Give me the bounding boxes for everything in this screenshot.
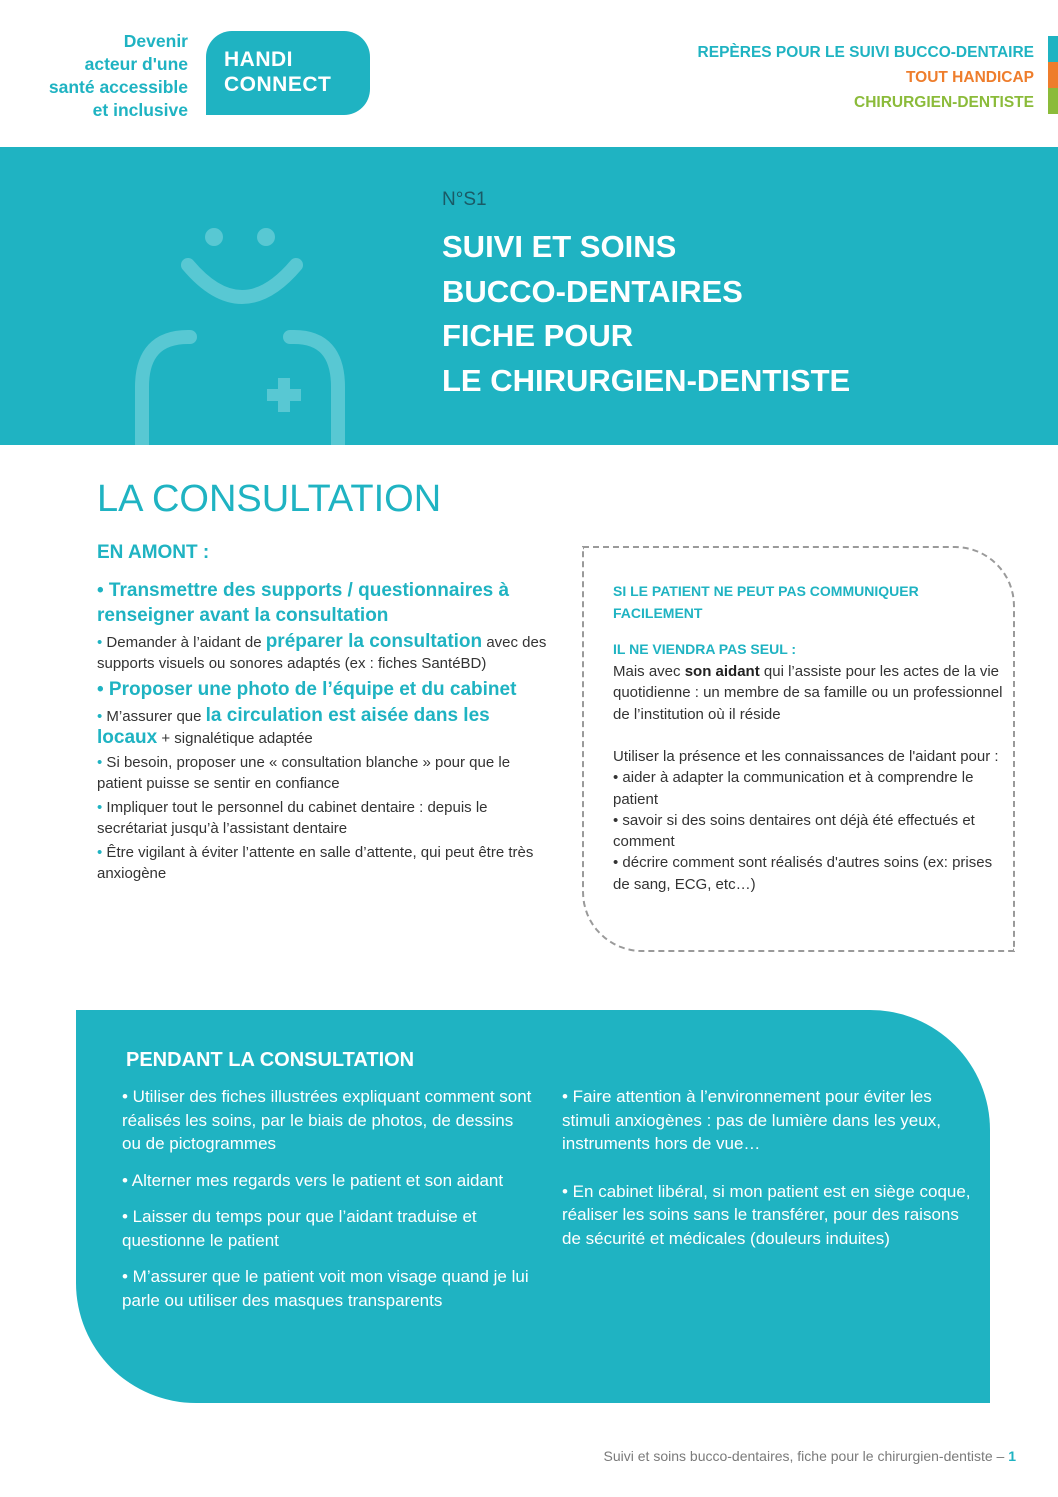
section-title: LA CONSULTATION: [97, 478, 442, 520]
tagline-line: Devenir: [123, 31, 188, 51]
smiling-doctor-icon: [130, 207, 390, 445]
sheet-number: N°S1: [442, 189, 487, 210]
callout-line: • savoir si des soins dentaires ont déjà été effectués et comment: [613, 811, 975, 851]
page-title: [442, 225, 850, 403]
green-color-bar: [1048, 88, 1058, 114]
callout-paragraph: [613, 746, 1003, 895]
logo-line: CONNECT: [224, 73, 332, 96]
category-suivi: REPÈRES POUR LE SUIVI BUCCO-DENTAIRE: [697, 44, 1034, 61]
page-footer: [604, 1448, 1016, 1464]
list-item: • Utiliser des fiches illustrées expliquant comment sont réalisés les soins, par le biais de photos, de dessins ou de pictogrammes: [122, 1087, 532, 1153]
list-item: • Laisser du temps pour que l’aidant traduise et questionne le patient: [122, 1207, 477, 1250]
list-item: • Si besoin, proposer une « consultation blanche » pour que le patient puisse se sentir en confiance: [97, 754, 511, 792]
en-amont-heading: EN AMONT :: [97, 542, 210, 563]
title-line: FICHE POUR: [442, 318, 634, 353]
tagline-line: et inclusive: [92, 100, 188, 120]
tagline: [20, 30, 188, 122]
page-number: 1: [1008, 1448, 1016, 1464]
en-amont-list: [97, 578, 547, 887]
list-item: • Faire attention à l’environnement pour éviter les stimuli anxiogènes : pas de lumière dans les yeux, instruments hors de vue…: [562, 1087, 941, 1153]
callout-line: • aider à adapter la communication et à comprendre le patient: [613, 769, 974, 808]
list-item: • Être vigilant à éviter l’attente en salle d’attente, qui peut être très anxiogène: [97, 844, 534, 882]
category-profession: CHIRURGIEN-DENTISTE: [854, 94, 1034, 111]
teal-color-bar: [1048, 36, 1058, 62]
pendant-list-right: [562, 1085, 972, 1274]
title-line: BUCCO-DENTAIRES: [442, 273, 743, 309]
logo-line: HANDI: [224, 48, 293, 71]
list-item: • Transmettre des supports / questionnaires à renseigner avant la consultation: [97, 580, 510, 626]
category-handicap: TOUT HANDICAP: [905, 69, 1034, 86]
pendant-heading: PENDANT LA CONSULTATION: [126, 1049, 415, 1071]
list-item: • Demander à l’aidant de préparer la consultation avec des supports visuels ou sonores adaptés (ex : fiches SantéBD): [97, 631, 547, 672]
title-line: SUIVI ET SOINS: [442, 229, 677, 264]
list-item: • M’assurer que le patient voit mon visage quand je lui parle ou utiliser des masques transparents: [122, 1267, 529, 1310]
callout-subheading: IL NE VIENDRA PAS SEUL :: [613, 641, 797, 657]
callout-paragraph: Mais avec son aidant qui l’assiste pour les actes de la vie quotidienne : un membre de sa famille ou un professionnel de l’institution où il réside: [613, 663, 1003, 723]
tagline-line: acteur d'une: [84, 54, 188, 74]
pendant-list-left: [122, 1085, 532, 1325]
title-banner: [0, 147, 1058, 445]
list-item: • Alterner mes regards vers le patient et son aidant: [122, 1170, 504, 1190]
footer-text: Suivi et soins bucco-dentaires, fiche pour le chirurgien-dentiste –: [603, 1448, 1005, 1464]
list-item: • Impliquer tout le personnel du cabinet dentaire : depuis le secrétariat jusqu’à l’assistant dentaire: [97, 799, 488, 837]
callout-line: • décrire comment sont réalisés d'autres soins (ex: prises de sang, ECG, etc…): [613, 854, 993, 893]
list-item: • Proposer une photo de l’équipe et du cabinet: [97, 679, 517, 700]
header-categories: [698, 40, 1034, 115]
list-item: • M’assurer que la circulation est aisée dans les locaux + signalétique adaptée: [97, 705, 490, 748]
orange-color-bar: [1048, 62, 1058, 88]
callout-line: Utiliser la présence et les connaissances de l'aidant pour :: [613, 748, 999, 765]
callout-heading: SI LE PATIENT NE PEUT PAS COMMUNIQUER FACILEMENT: [613, 583, 919, 621]
title-line: LE CHIRURGIEN-DENTISTE: [442, 362, 851, 398]
handi-connect-logo: [206, 31, 370, 115]
list-item: • En cabinet libéral, si mon patient est en siège coque, réaliser les soins sans le transférer, pour des raisons de sécurité et médicales (douleurs induites): [562, 1181, 971, 1248]
tagline-line: santé accessible: [48, 77, 188, 97]
